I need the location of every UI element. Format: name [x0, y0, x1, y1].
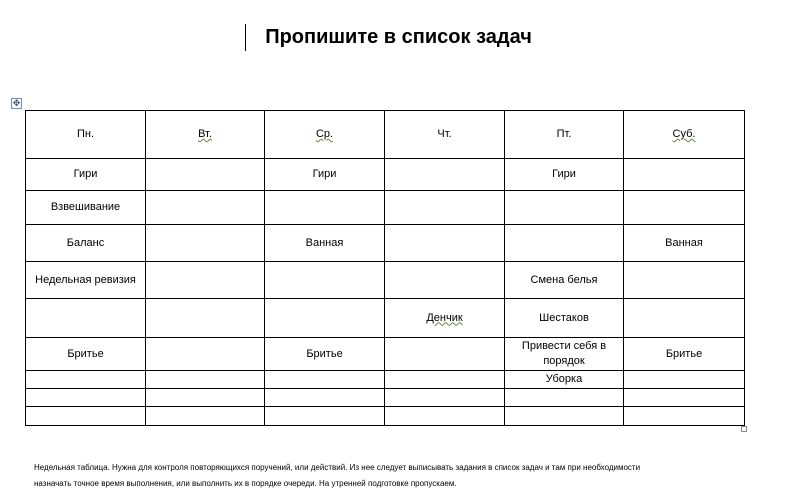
day-header-tue[interactable]: Вт. — [146, 111, 265, 159]
table-cell[interactable] — [146, 371, 265, 389]
table-row — [26, 338, 745, 371]
table-cell[interactable] — [265, 299, 385, 338]
table-cell[interactable] — [385, 338, 505, 371]
table-cell[interactable]: Ванная — [624, 225, 745, 262]
day-header-sat[interactable]: Суб. — [624, 111, 745, 159]
table-cell[interactable] — [624, 371, 745, 389]
table-cell[interactable] — [624, 299, 745, 338]
table-cell[interactable] — [385, 262, 505, 299]
day-header-wed[interactable]: Ср. — [265, 111, 385, 159]
table-cell[interactable] — [146, 338, 265, 371]
weekly-task-table[interactable] — [25, 110, 745, 426]
table-cell[interactable]: Денчик — [385, 299, 505, 338]
table-cell[interactable] — [385, 225, 505, 262]
table-cell[interactable]: Бритье — [265, 338, 385, 371]
table-cell[interactable] — [146, 262, 265, 299]
page-title[interactable]: Пропишите в список задач — [265, 26, 532, 48]
table-cell[interactable]: Гири — [26, 159, 146, 191]
table-resize-handle-icon[interactable] — [741, 426, 747, 432]
table-row — [26, 159, 745, 191]
table-cell[interactable]: Смена белья — [505, 262, 624, 299]
table-cell[interactable]: Ванная — [265, 225, 385, 262]
table-cell[interactable] — [265, 371, 385, 389]
table-cell[interactable] — [505, 225, 624, 262]
table-cell[interactable] — [505, 407, 624, 426]
day-header-fri[interactable]: Пт. — [505, 111, 624, 159]
table-cell[interactable]: Взвешивание — [26, 191, 146, 225]
table-cell[interactable] — [146, 299, 265, 338]
table-cell[interactable] — [26, 389, 146, 407]
table-cell[interactable] — [385, 159, 505, 191]
table-cell[interactable]: Бритье — [26, 338, 146, 371]
table-cell[interactable]: Шестаков — [505, 299, 624, 338]
table-row — [26, 407, 745, 426]
table-cell[interactable]: Баланс — [26, 225, 146, 262]
table-row — [26, 262, 745, 299]
table-row — [26, 371, 745, 389]
table-cell[interactable] — [385, 371, 505, 389]
table-cell[interactable] — [505, 191, 624, 225]
table-cell[interactable] — [385, 191, 505, 225]
table-cell[interactable] — [146, 407, 265, 426]
table-cell[interactable] — [26, 371, 146, 389]
table-cell[interactable]: Привести себя в порядок — [505, 338, 624, 371]
table-cell[interactable]: Гири — [505, 159, 624, 191]
table-cell[interactable]: Гири — [265, 159, 385, 191]
table-cell[interactable] — [26, 299, 146, 338]
table-cell[interactable]: Уборка — [505, 371, 624, 389]
table-cell[interactable] — [265, 191, 385, 225]
table-cell[interactable] — [624, 389, 745, 407]
table-cell[interactable] — [265, 407, 385, 426]
table-header-row — [26, 111, 745, 159]
table-cell[interactable] — [146, 389, 265, 407]
footnote-line: назначать точное время выполнения, или выполнить их в порядке очереди. На утренней подготовке пропускаем. — [34, 479, 457, 488]
table-row — [26, 299, 745, 338]
table-cell[interactable] — [505, 389, 624, 407]
table-cell[interactable] — [624, 262, 745, 299]
table-cell[interactable] — [146, 191, 265, 225]
table-cell[interactable] — [624, 407, 745, 426]
table-row — [26, 225, 745, 262]
table-row — [26, 191, 745, 225]
table-cell[interactable] — [265, 262, 385, 299]
table-move-handle-icon[interactable]: ✥ — [12, 98, 21, 108]
table-row — [26, 389, 745, 407]
table-cell[interactable] — [265, 389, 385, 407]
table-cell[interactable] — [146, 159, 265, 191]
table-cell[interactable]: Бритье — [624, 338, 745, 371]
footnote-line: Недельная таблица. Нужна для контроля повторяющихся поручений, или действий. Из нее следует выписывать задания в список задач и там при необходимости — [34, 463, 641, 472]
table-cell[interactable] — [146, 225, 265, 262]
table-cell[interactable]: Недельная ревизия — [26, 262, 146, 299]
table-cell[interactable] — [624, 159, 745, 191]
footnote-paragraph[interactable] — [34, 460, 794, 492]
table-cell[interactable] — [385, 389, 505, 407]
table-cell[interactable] — [385, 407, 505, 426]
day-header-mon[interactable]: Пн. — [26, 111, 146, 159]
day-header-thu[interactable]: Чт. — [385, 111, 505, 159]
table-cell[interactable] — [26, 407, 146, 426]
table-cell[interactable] — [624, 191, 745, 225]
